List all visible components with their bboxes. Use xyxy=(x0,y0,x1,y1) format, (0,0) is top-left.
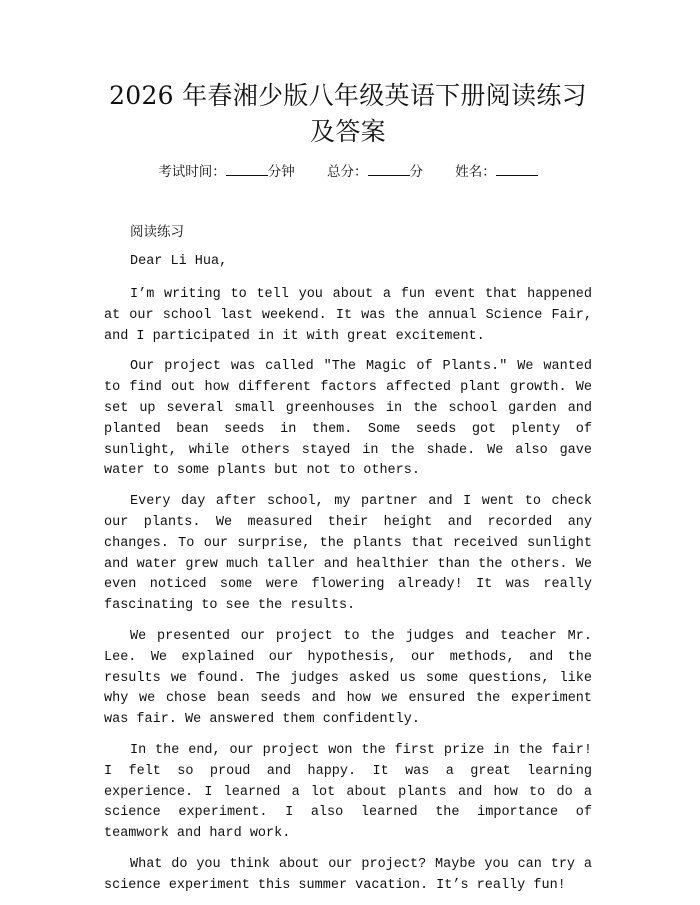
letter-paragraph-5: In the end, our project won the first prize in the fair! I felt so proud and happy. It was a great learning experience. I learned a lot about plants and how to do a science experiment. I also learned the importance of teamwork and hard work. xyxy=(104,742,592,842)
exam-time-blank[interactable] xyxy=(226,163,268,176)
exam-time-label: 考试时间： xyxy=(158,164,226,180)
letter-paragraph-2: Our project was called "The Magic of Plants." We wanted to find out how different factors affected plant growth. We set up several small greenhouses in the school garden and planted bean seeds in them. Some seeds got plenty of sunlight, while others stayed in the shade. We also gave water to some plants but not to others. xyxy=(104,359,592,479)
exam-info-line xyxy=(104,160,592,180)
total-score-label: 总分： xyxy=(327,164,368,180)
name-label: 姓名： xyxy=(455,164,496,180)
letter-paragraph-4: We presented our project to the judges and teacher Mr. Lee. We explained our hypothesis, our methods, and the results we found. The judges asked us some questions, like why we chose bean seeds and how we ensured the experiment was fair. We answered them confidently. xyxy=(104,628,592,728)
letter-greeting: Dear Li Hua, xyxy=(130,254,228,269)
total-score-unit: 分 xyxy=(409,164,423,180)
letter-paragraph-1: I’m writing to tell you about a fun event that happened at our school last weekend. It was the annual Science Fair, and I participated in it with great excitement. xyxy=(104,287,592,344)
name-field xyxy=(455,160,538,180)
section-label: 阅读练习 xyxy=(130,224,184,240)
letter-paragraph-6: What do you think about our project? Maybe you can try a science experiment this summer vacation. It’s really fun! xyxy=(104,856,592,893)
document-title: 2026 年春湘少版八年级英语下册阅读练习及答案 xyxy=(109,81,587,146)
total-score-blank[interactable] xyxy=(368,163,410,176)
exam-time-field xyxy=(158,160,295,180)
exam-time-unit: 分钟 xyxy=(267,164,295,180)
letter-paragraph-3: Every day after school, my partner and I went to check our plants. We measured their height and recorded any changes. To our surprise, the plants that received sunlight and water grew much taller and healthier than the others. We even noticed some were flowering already! It was really fascinating to see the results. xyxy=(104,494,592,614)
total-score-field xyxy=(327,160,423,180)
name-blank[interactable] xyxy=(496,163,538,176)
